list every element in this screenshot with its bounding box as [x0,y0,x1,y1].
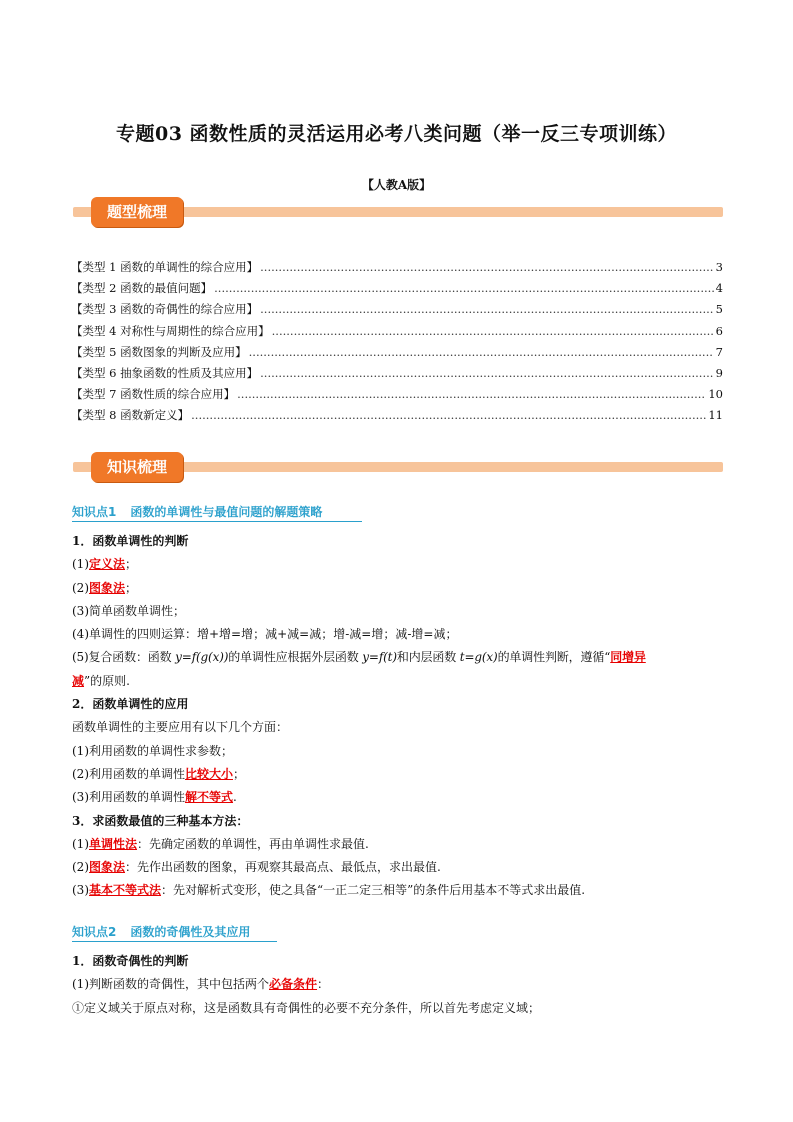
knowledge-point-1-underline [72,521,362,522]
knowledge-point-1-body: 1．函数单调性的判断 (1)定义法； (2)图象法； (3)简单函数单调性； (4)单调性的四则运算：增+增=增；减+减=减；增-减=增；减-增=减； (5)复合函数：函数 y=f(g(x))的单调性应根据外层函数 y=f(t)和内层函数 t=g(x)的单调性判断，遵循“同增异 减”的原则. 2．函数单调性的应用 函数单调性的主要应用有以下几个方面： (1)利用函数的单调性求参数； (2)利用函数的单调性比较大小； (3)利用函数的单调性解不等式. 3．求函数最值的三种基本方法： (1)单调性法：先确定函数的单调性，再由单调性求最值. (2)图象法：先作出函数的图象，再观察其最高点、最低点，求出最值. (3)基本不等式法：先对解析式变形，使之具备“一正二定三相等”的条件后用基本不等式求出最值. [72,534,646,898]
toc-item[interactable]: 【类型 5 函数图象的判断及应用】 ..... 7 [71,344,723,365]
page-title: 专题03 函数性质的灵活运用必考八类问题（举一反三专项训练） [115,123,678,145]
toc-item[interactable]: 【类型 4 对称性与周期性的综合应用】 ..... 6 [71,323,723,344]
section-tag-types: 题型梳理 [91,197,183,227]
edition-label: 【人教A版】 [361,178,432,192]
toc-item[interactable]: 【类型 2 函数的最值问题】 ..... 4 [71,280,723,301]
toc-item[interactable]: 【类型 8 函数新定义】 ..... 11 [71,407,723,428]
knowledge-point-2-underline [72,941,277,942]
knowledge-point-1-heading: 知识点1 函数的单调性与最值问题的解题策略 [72,505,323,519]
table-of-contents [71,259,723,429]
section-tag-knowledge: 知识梳理 [91,452,183,482]
toc-item[interactable]: 【类型 1 函数的单调性的综合应用】 ..... 3 [71,259,723,280]
toc-item[interactable]: 【类型 6 抽象函数的性质及其应用】 ..... 9 [71,365,723,386]
toc-item[interactable]: 【类型 3 函数的奇偶性的综合应用】 ..... 5 [71,301,723,322]
knowledge-point-2-heading: 知识点2 函数的奇偶性及其应用 [72,925,251,939]
toc-item[interactable]: 【类型 7 函数性质的综合应用】 ..... 10 [71,386,723,407]
knowledge-point-2-body: 1．函数奇偶性的判断 (1)判断函数的奇偶性，其中包括两个必备条件： ①定义域关于原点对称，这是函数具有奇偶性的必要不充分条件，所以首先考虑定义域； [72,954,541,1015]
